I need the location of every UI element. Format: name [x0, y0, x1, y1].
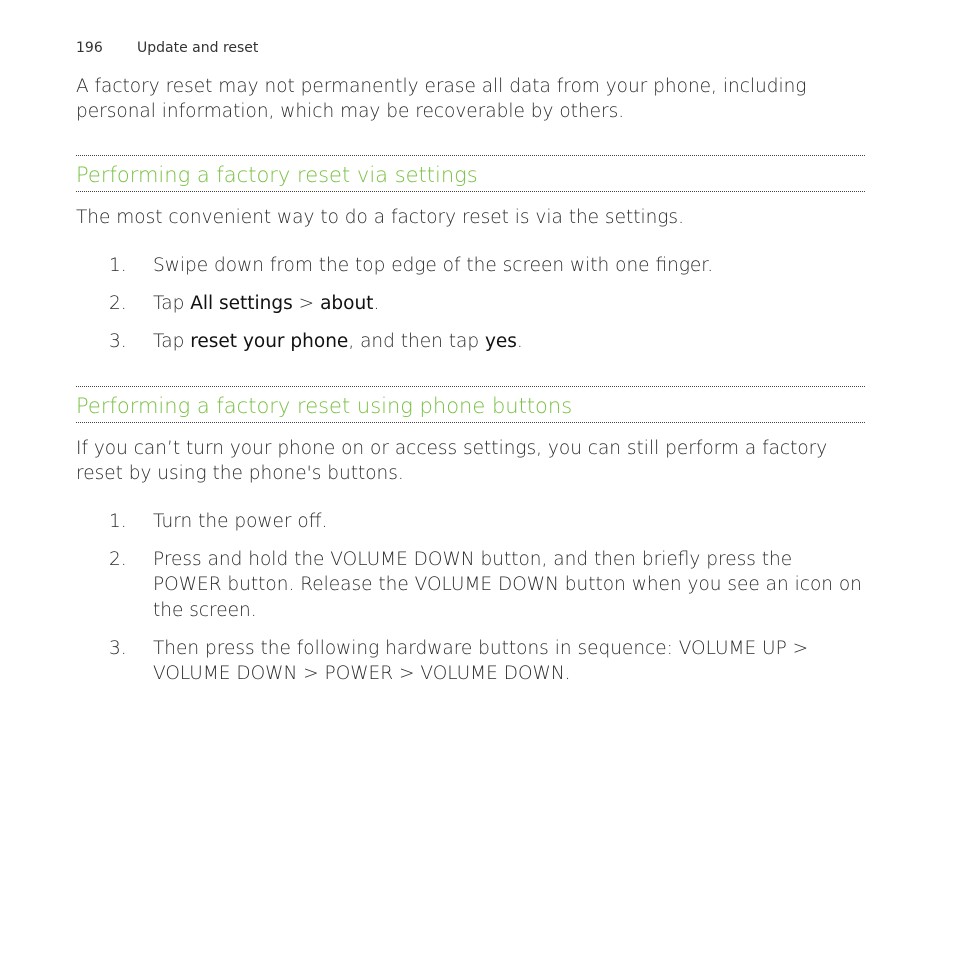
step-text-mid: , and then tap	[348, 331, 485, 352]
step-text-pre: Tap	[153, 331, 191, 352]
list-item	[76, 253, 865, 279]
menu-term-all-settings: All settings	[190, 293, 293, 314]
list-item	[76, 547, 865, 624]
step-number: 2.	[109, 548, 127, 570]
intro-paragraph: A factory reset may not permanently erase all data from your phone, including personal information, which may be recoverable by others.	[76, 76, 807, 122]
step-text-post: .	[373, 293, 380, 314]
page-number: 196	[76, 40, 103, 56]
step-text: Press and hold the VOLUME DOWN button, and then briefly press the POWER button. Release the VOLUME DOWN button when you see an icon on the screen.	[153, 548, 862, 621]
step-number: 1.	[109, 510, 127, 532]
section-heading-settings: Performing a factory reset via settings	[76, 155, 865, 192]
menu-term-yes: yes	[484, 331, 517, 352]
step-number: 3.	[109, 637, 127, 659]
section-buttons-lead: If you can’t turn your phone on or access settings, you can still perform a factory reset by using the phone's buttons.	[76, 437, 828, 484]
section-heading-buttons: Performing a factory reset using phone buttons	[76, 386, 865, 423]
buttons-steps-list	[76, 509, 865, 687]
page-content	[76, 74, 865, 699]
settings-steps-list	[76, 253, 865, 355]
step-number: 2.	[109, 293, 127, 314]
list-item	[76, 329, 865, 355]
menu-term-reset-your-phone: reset your phone	[190, 331, 349, 352]
step-text: Turn the power off.	[153, 510, 328, 532]
menu-term-about: about	[320, 293, 374, 314]
step-text-pre: Tap	[153, 293, 191, 314]
page-header	[76, 40, 258, 56]
list-item	[76, 291, 865, 317]
step-number: 3.	[109, 331, 127, 352]
step-number: 1.	[109, 255, 127, 276]
list-item	[76, 509, 865, 535]
list-item	[76, 636, 865, 687]
step-text: Swipe down from the top edge of the screen with one finger.	[153, 255, 714, 276]
header-section-title: Update and reset	[137, 40, 259, 56]
step-text-mid: >	[292, 293, 321, 314]
step-text-post: .	[516, 331, 523, 352]
step-text: Then press the following hardware buttons in sequence: VOLUME UP > VOLUME DOWN > POWER > VOLUME DOWN.	[153, 637, 809, 684]
section-settings-lead: The most convenient way to do a factory reset is via the settings.	[76, 207, 684, 228]
